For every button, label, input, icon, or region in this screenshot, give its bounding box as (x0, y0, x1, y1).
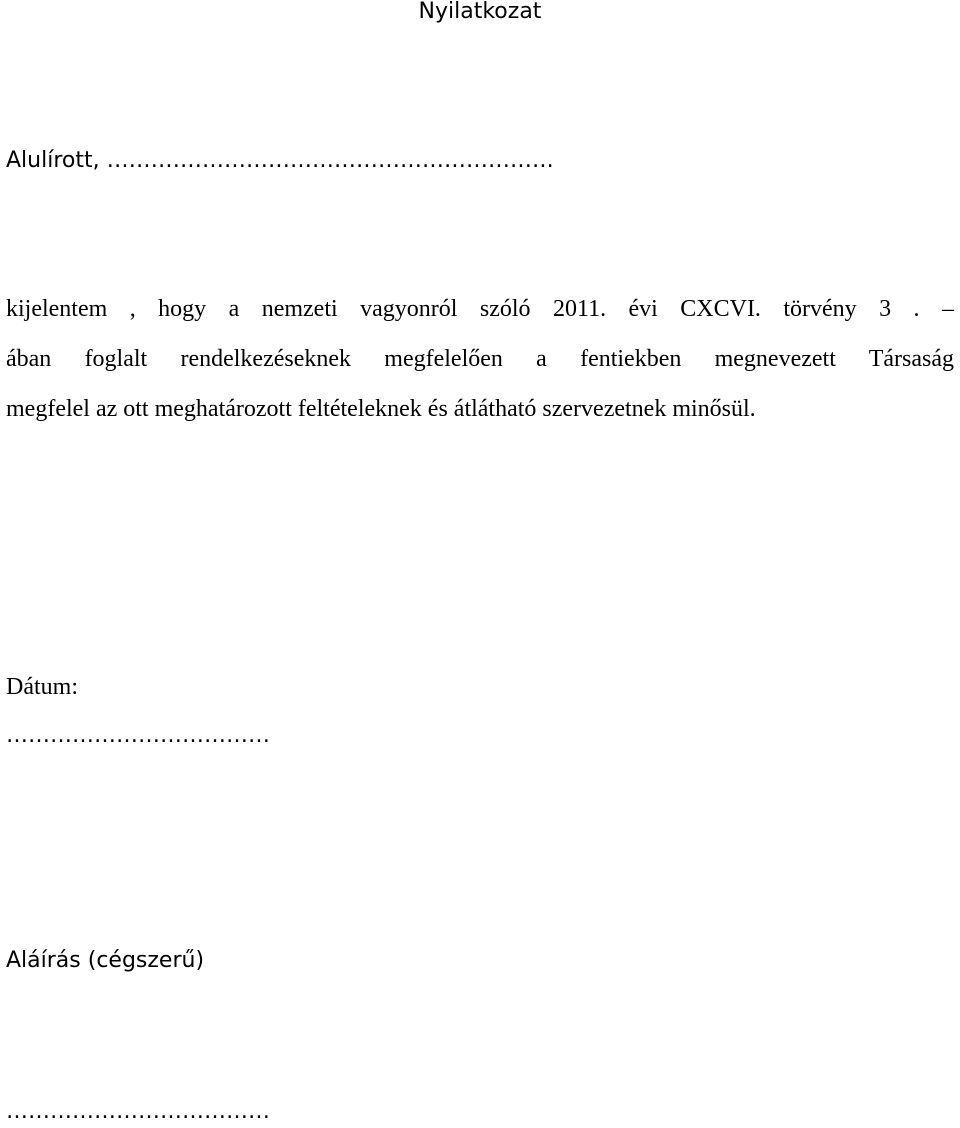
signature-placeholder: ……………………………… (6, 1099, 270, 1124)
statement-line-1: kijelentem , hogy a nemzeti vagyonról szóló 2011. évi CXCVI. törvény 3 . – (6, 296, 954, 322)
document-title: Nyilatkozat (418, 0, 542, 24)
date-placeholder: ……………………………… (6, 723, 270, 748)
date-label: Dátum: (6, 674, 78, 700)
signature-label: Aláírás (cégszerű) (6, 948, 205, 973)
statement-line-2: ában foglalt rendelkezéseknek megfelelően a fentiekben megnevezett Társaság (6, 346, 954, 372)
statement-line-3: megfelel az ott meghatározott feltételeknek és átlátható szervezetnek minősül. (6, 396, 756, 422)
signatory-line: Alulírott, ……………………………………………………. (6, 148, 554, 173)
